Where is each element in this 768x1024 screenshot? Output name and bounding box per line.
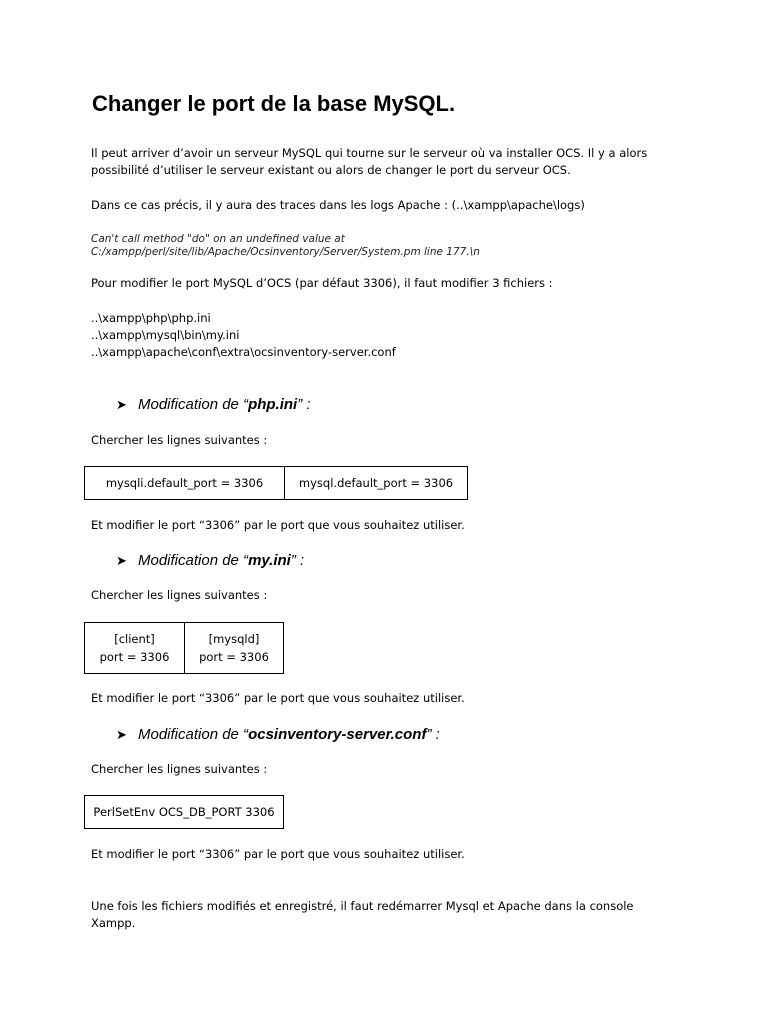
search-instruction-my-ini: Chercher les lignes suivantes : [91,588,268,602]
section-file-name: php.ini [248,396,298,413]
config-cell: mysql.default_port = 3306 [285,467,468,500]
file-path-my-ini: ..\xampp\mysql\bin\my.ini [91,328,240,342]
section-heading-php-ini: ➤ Modification de “php.ini” : [116,396,311,413]
file-path-php-ini: ..\xampp\php\php.ini [91,311,211,325]
file-list [91,310,671,361]
modify-intro-paragraph: Pour modifier le port MySQL d’OCS (par défaut 3306), il faut modifier 3 fichiers : [91,276,553,290]
config-cell: [mysqld] port = 3306 [185,623,284,674]
arrow-bullet-icon: ➤ [116,727,127,742]
config-cell: mysqli.default_port = 3306 [85,467,285,500]
error-message [91,233,691,259]
arrow-bullet-icon: ➤ [116,397,127,412]
section-heading-my-ini: ➤ Modification de “my.ini” : [116,552,305,569]
config-cell: [client] port = 3306 [85,623,185,674]
error-line-2: C:/xampp/perl/site/lib/Apache/Ocsinventory/Server/System.pm line 177.\n [91,246,480,258]
section-file-name: ocsinventory-server.conf [248,726,427,743]
search-instruction-php-ini: Chercher les lignes suivantes : [91,433,268,447]
closing-paragraph: Une fois les fichiers modifiés et enregistré, il faut redémarrer Mysql et Apache dans la console Xampp. [91,899,634,930]
intro-paragraph: Il peut arriver d’avoir un serveur MySQL qui tourne sur le serveur où va installer OCS. Il y a alors possibilité d’utiliser le serveur existant ou alors de changer le port du serveur OCS. [91,146,648,177]
modify-instruction-php-ini: Et modifier le port “3306” par le port que vous souhaitez utiliser. [91,518,465,532]
config-table-php-ini [84,466,468,500]
section-file-name: my.ini [248,552,291,569]
config-table-my-ini [84,622,284,674]
arrow-bullet-icon: ➤ [116,553,127,568]
modify-instruction-my-ini: Et modifier le port “3306” par le port que vous souhaitez utiliser. [91,691,465,705]
file-path-ocs-conf: ..\xampp\apache\conf\extra\ocsinventory-server.conf [91,345,396,359]
config-cell: PerlSetEnv OCS_DB_PORT 3306 [85,796,284,829]
error-line-1: Can't call method "do" on an undefined value at [91,233,345,245]
config-table-ocs-conf [84,795,284,829]
section-heading-ocs-conf: ➤ Modification de “ocsinventory-server.conf” : [116,726,440,743]
traces-paragraph: Dans ce cas précis, il y aura des traces dans les logs Apache : (..\xampp\apache\logs) [91,198,585,212]
modify-instruction-ocs-conf: Et modifier le port “3306” par le port que vous souhaitez utiliser. [91,847,465,861]
page-title: Changer le port de la base MySQL. [92,91,456,116]
search-instruction-ocs-conf: Chercher les lignes suivantes : [91,762,268,776]
